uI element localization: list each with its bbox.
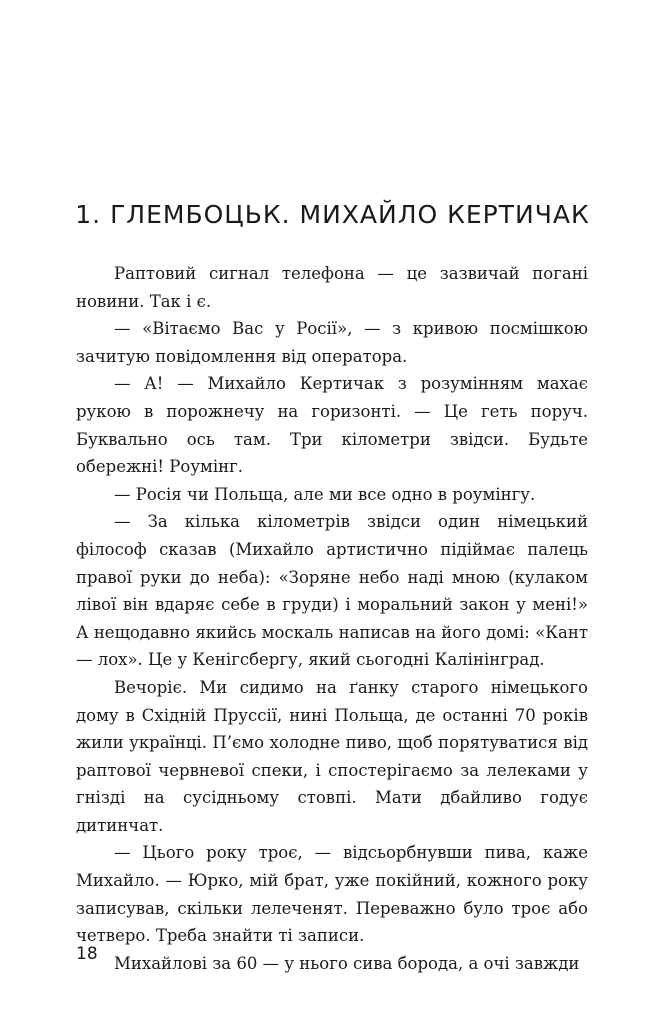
paragraph: — Росія чи Польща, але ми все одно в роумінгу. (114, 484, 536, 504)
paragraph: — Цього року троє, — відсьорбнувши пива, каже Михайло. — Юрко, мій брат, уже покійний, кожного року записував, скільки лелеченят. Переважно було троє або четверо. Треба знайти ті записи. (76, 843, 588, 946)
paragraph: Михайлові за 60 — у нього сива борода, а очі завжди (114, 953, 580, 973)
paragraph: Вечоріє. Ми сидимо на ґанку старого німецького дому в Східній Пруссії, нині Польща, де останні 70 років жили українці. П’ємо холодне пиво, щоб порятуватися від раптової червневої спеки, і спостерігаємо за лелеками у гнізді на сусідньому стовпі. Мати дбайливо годує дитинчат. (76, 677, 588, 835)
chapter-title: 1. ГЛЕМБОЦЬК. МИХАЙЛО КЕРТИЧАК (75, 200, 590, 229)
paragraph: Раптовий сигнал телефона — це зазвичай погані новини. Так і є. (76, 264, 588, 311)
paragraph: — За кілька кілометрів звідси один німецький філософ сказав (Михайло артистично підіймає палець правої руки до неба): «Зоряне небо наді мною (кулаком лівої він вдаряє себе в груди) і моральний закон у мені!» А нещодавно якийсь москаль написав на його домі: «Кант — лох». Це у Кенігсбергу, який сьогодні Калінінград. (76, 512, 588, 670)
paragraph: — А! — Михайло Кертичак з розумінням махає рукою в порожнечу на горизонті. — Це геть поруч. Буквально ось там. Три кілометри звідси. Будьте обережні! Роумінг. (76, 374, 588, 477)
chapter-text (76, 260, 588, 977)
page-number: 18 (76, 944, 98, 964)
paragraph: — «Вітаємо Вас у Росії», — з кривою посмішкою зачитую повідомлення від оператора. (76, 319, 588, 366)
